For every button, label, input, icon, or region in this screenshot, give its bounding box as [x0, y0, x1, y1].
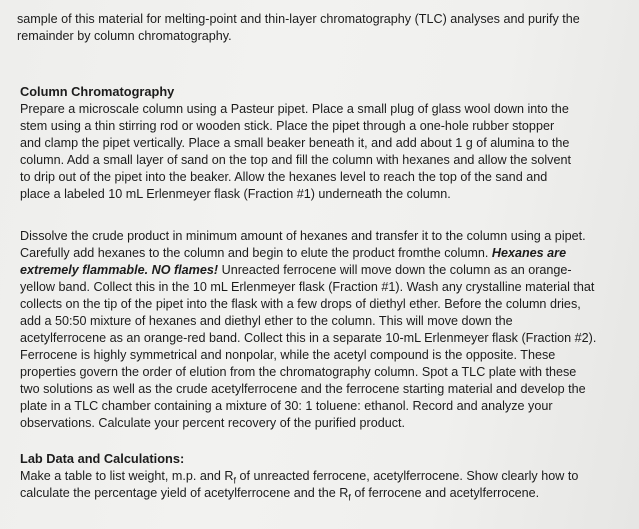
column-line-2: stem using a thin stirring rod or wooden stick. Place the pipet through a one-hole rubber stopper [20, 119, 555, 133]
procedure-line-12: observations. Calculate your percent recovery of the purified product. [20, 416, 406, 430]
procedure-line-2-text: Carefully add hexanes to the column and begin to elute the product fromthe column. [20, 246, 492, 260]
procedure-line-3 [20, 262, 572, 279]
column-line-4: column. Add a small layer of sand on the top and fill the column with hexanes and allow the solvent [20, 153, 571, 167]
lab-line-2 [20, 485, 539, 507]
lab-data-heading: Lab Data and Calculations: [20, 451, 185, 466]
procedure-line-8: Ferrocene is highly symmetrical and nonpolar, while the acetyl compound is the opposite. These [20, 348, 556, 362]
procedure-line-5: collects on the tip of the pipet into the flask with a few drops of diethyl ether. Before the column dries, [20, 297, 581, 311]
column-line-5: to drip out of the pipet into the beaker. Allow the hexanes level to reach the top of the sand and [20, 170, 548, 184]
procedure-line-10: two solutions as well as the crude acetylferrocene and the ferrocene starting material and develop the [20, 382, 586, 396]
lab-line-2-a: calculate the percentage yield of acetylferrocene and the R [20, 486, 349, 500]
column-line-3: and clamp the pipet vertically. Place a small beaker beneath it, and add about 1 g of alumina to the [20, 136, 570, 150]
lab-line-2-sub: f [348, 492, 351, 503]
hexanes-warning: Hexanes are [491, 246, 567, 260]
flammable-warning: extremely flammable. NO flames! [20, 263, 219, 277]
lab-line-1-sub: f [233, 475, 237, 486]
column-chromatography-heading: Column Chromatography [20, 84, 175, 99]
procedure-line-4: yellow band. Collect this in the 10 mL Erlenmeyer flask (Fraction #1). Wash any crystalline material that [20, 280, 595, 294]
lab-line-1-a: Make a table to list weight, m.p. and R [20, 469, 234, 483]
lab-line-2-b: of ferrocene and acetylferrocene. [350, 486, 540, 500]
procedure-line-7: acetylferrocene as an orange-red band. Collect this in a separate 10-mL Erlenmeyer flask (Fraction #2). [20, 331, 597, 345]
bleed-through-text [60, 44, 65, 60]
column-line-6: place a labeled 10 mL Erlenmeyer flask (Fraction #1) underneath the column. [20, 187, 451, 201]
procedure-line-2 [20, 245, 566, 262]
intro-line-2: remainder by column chromatography. [17, 29, 232, 43]
column-line-1: Prepare a microscale column using a Pasteur pipet. Place a small plug of glass wool down into the [20, 102, 569, 116]
procedure-line-11: plate in a TLC chamber containing a mixture of 30: 1 toluene: ethanol. Record and analyze your [20, 399, 553, 413]
procedure-line-3-text: Unreacted ferrocene will move down the column as an orange- [218, 263, 572, 277]
intro-line-1: sample of this material for melting-point and thin-layer chromatography (TLC) analyses and purify the [17, 12, 580, 26]
lab-line-1-b: of unreacted ferrocene, acetylferrocene. Show clearly how to [236, 469, 579, 483]
procedure-line-9: properties govern the order of elution from the chromatography column. Spot a TLC plate with these [20, 365, 577, 379]
procedure-line-6: add a 50:50 mixture of hexanes and diethyl ether to the column. This will move down the [20, 314, 513, 328]
procedure-line-1: Dissolve the crude product in minimum amount of hexanes and transfer it to the column using a pipet. [20, 229, 586, 243]
